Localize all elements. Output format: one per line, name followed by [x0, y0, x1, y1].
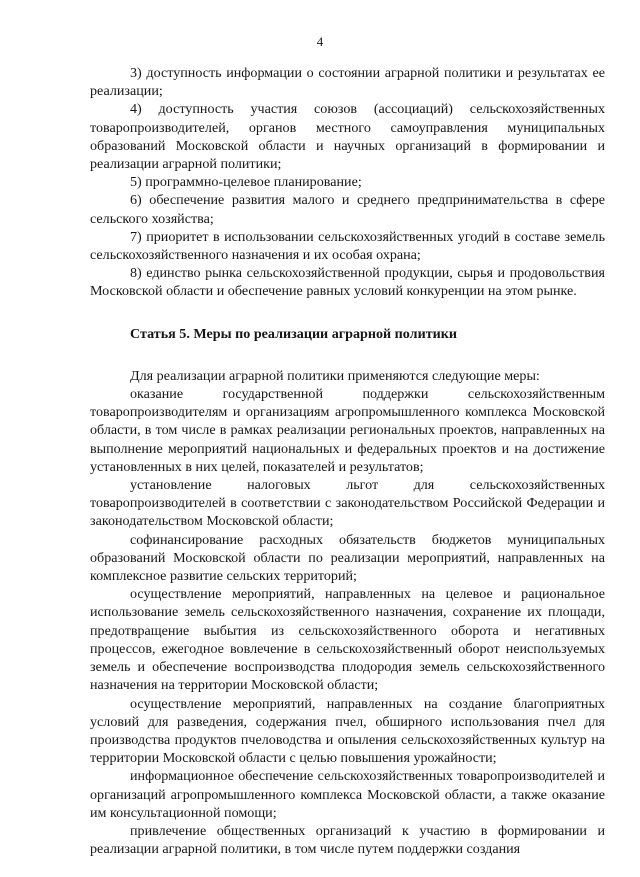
measure-item: осуществление мероприятий, направленных на целевое и рациональное использование земель сельскохозяйственного назначения, сохранение их площади, предотвращение выбытия из сельскохозяйственного оборота и негативных процессов, ежегодное вовлечение в сельскохозяйственный оборот неиспользуемых земель и обеспечение воспроизводства плодородия земель сельскохозяйственного назначения на территории Московской области; [90, 586, 605, 694]
principle-item-4: 4) доступность участия союзов (ассоциаций) сельскохозяйственных товаропроизводителей, органов местного самоуправления муниципальных образований Московской области и научных организаций в формировании и реализации аграрной политики; [90, 101, 605, 173]
document-body [90, 64, 605, 858]
principle-item-3: 3) доступность информации о состоянии аграрной политики и результатах ее реализации; [90, 65, 605, 100]
measure-item: оказание государственной поддержки сельскохозяйственным товаропроизводителям и организациям агропромышленного комплекса Московской области, в том числе в рамках реализации региональных проектов, направленных на выполнение мероприятий национальных и федеральных проектов и на достижение установленных в них целей, показателей и результатов; [90, 386, 605, 475]
article-heading: Статья 5. Меры по реализации аграрной политики [130, 325, 457, 342]
measures-intro: Для реализации аграрной политики применяются следующие меры: [130, 367, 540, 384]
page-number: 4 [316, 34, 324, 49]
principle-item-7: 7) приоритет в использовании сельскохозяйственных угодий в составе земель сельскохозяйственного назначения и их особая охрана; [90, 228, 605, 264]
measure-item: софинансирование расходных обязательств бюджетов муниципальных образований Московской области по реализации мероприятий, направленных на комплексное развитие сельских территорий; [90, 531, 605, 585]
measure-item: привлечение общественных организаций к участию в формировании и реализации аграрной политики, в том числе путем поддержки создания [90, 822, 605, 858]
measure-item: информационное обеспечение сельскохозяйственных товаропроизводителей и организаций агропромышленного комплекса Московской области, а также оказание им консультационной помощи; [90, 768, 605, 821]
measure-item: осуществление мероприятий, направленных на создание благоприятных условий для разведения, содержания пчел, обширного использования пчел для производства продуктов пчеловодства и опыления сельскохозяйственных культур на территории Московской области с целью повышения урожайности; [90, 695, 605, 767]
principle-item-8: 8) единство рынка сельскохозяйственной продукции, сырья и продовольствия Московской области и обеспечение равных условий конкуренции на этом рынке. [90, 265, 605, 300]
measure-item: установление налоговых льгот для сельскохозяйственных товаропроизводителей в соответствии с законодательством Российской Федерации и законодательством Московской области; [90, 477, 605, 530]
principle-item-5: 5) программно-целевое планирование; [130, 174, 362, 191]
principle-item-6: 6) обеспечение развития малого и среднего предпринимательства в сфере сельского хозяйства; [90, 192, 605, 227]
